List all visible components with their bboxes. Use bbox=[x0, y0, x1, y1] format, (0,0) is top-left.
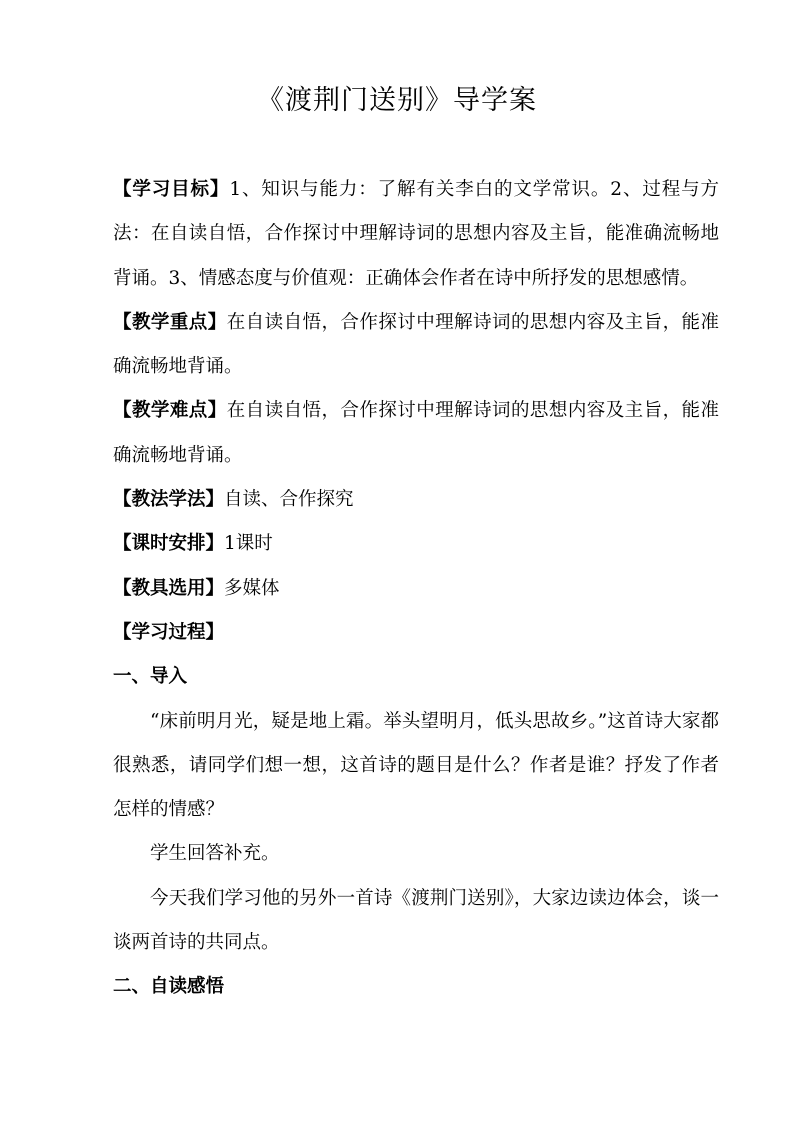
section-1-paragraph: 学生回答补充。 bbox=[150, 843, 280, 865]
key-points-label: 【教学重点】 bbox=[113, 311, 227, 333]
objectives-paragraph bbox=[113, 168, 719, 301]
section-1-paragraph: 今天我们学习他的另外一首诗《渡荆门送别》，大家边读边体会，谈一谈两首诗的共同点。 bbox=[113, 887, 719, 954]
section-1-paragraph: “床前明月光，疑是地上霜。举头望明月，低头思故乡。”这首诗大家都很熟悉，请同学们想一想，这首诗的题目是什么？作者是谁？抒发了作者怎样的情感？ bbox=[113, 710, 719, 821]
difficulties-text: 在自读自悟，合作探讨中理解诗词的思想内容及主旨，能准确流畅地背诵。 bbox=[113, 400, 719, 466]
process-label: 【学习过程】 bbox=[113, 621, 225, 643]
key-points-paragraph bbox=[113, 301, 719, 390]
methods-paragraph bbox=[113, 478, 719, 522]
document-body bbox=[113, 168, 719, 1010]
section-2-heading: 二、自读感悟 bbox=[113, 976, 225, 998]
objectives-label: 【学习目标】 bbox=[113, 179, 230, 200]
tools-text: 多媒体 bbox=[224, 577, 280, 599]
key-points-text: 在自读自悟，合作探讨中理解诗词的思想内容及主旨，能准确流畅地背诵。 bbox=[113, 311, 719, 378]
methods-label: 【教法学法】 bbox=[113, 489, 225, 511]
schedule-label: 【课时安排】 bbox=[113, 533, 225, 555]
difficulties-label: 【教学难点】 bbox=[113, 400, 227, 422]
schedule-text: 1课时 bbox=[224, 533, 273, 555]
difficulties-paragraph bbox=[113, 389, 719, 478]
tools-paragraph bbox=[113, 567, 719, 611]
objectives-text: 1、知识与能力：了解有关李白的文学常识。2、过程与方法：在自读自悟，合作探讨中理解诗词的思想内容及主旨，能准确流畅地背诵。3、情感态度与价值观：正确体会作者在诗中所抒发的思想感情。 bbox=[113, 179, 719, 289]
methods-text: 自读、合作探究 bbox=[224, 489, 354, 511]
section-1-heading: 一、导入 bbox=[113, 666, 188, 688]
schedule-paragraph bbox=[113, 522, 719, 566]
tools-label: 【教具选用】 bbox=[113, 577, 225, 599]
document-title: 《渡荆门送别》导学案 bbox=[257, 85, 537, 116]
